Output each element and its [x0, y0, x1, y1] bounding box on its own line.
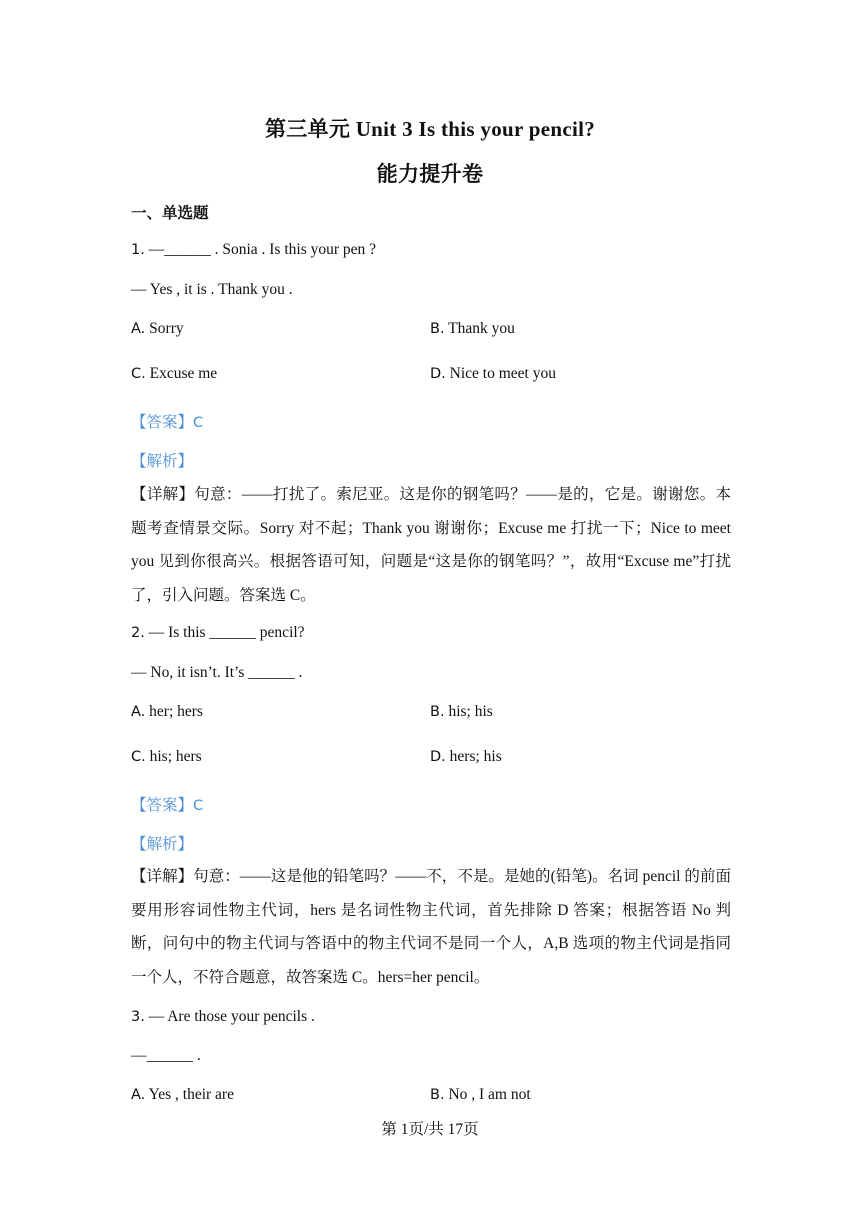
option-text: his; hers [149, 748, 202, 765]
option-text: Sorry [149, 320, 184, 337]
question-2-option-d [430, 748, 502, 766]
question-1-text: —______ . Sonia . Is this your pen ? [148, 241, 377, 258]
question-3-number: 3. [131, 1009, 145, 1025]
question-1-analysis-label: 【解析】 [131, 453, 194, 470]
question-1-option-a [131, 320, 184, 338]
question-1-answer [131, 410, 203, 432]
option-letter: B. [430, 1087, 445, 1103]
answer-label: 【答案】 [131, 414, 194, 431]
question-2-option-a [131, 703, 203, 721]
option-letter: B. [430, 321, 445, 337]
question-3-option-b [430, 1086, 531, 1104]
option-text: No , I am not [448, 1086, 531, 1103]
option-letter: B. [430, 704, 445, 720]
question-2-answer [131, 793, 203, 815]
option-letter: D. [430, 366, 446, 382]
question-2-reply: — No, it isn’t. It’s ______ . [131, 664, 303, 681]
option-letter: A. [131, 1087, 146, 1103]
answer-value: C [193, 798, 204, 814]
option-letter: A. [131, 321, 146, 337]
question-2-prompt [131, 624, 305, 642]
section-heading: 一、单选题 [131, 205, 209, 222]
answer-label: 【答案】 [131, 797, 194, 814]
question-1-reply: — Yes , it is . Thank you . [131, 281, 293, 298]
option-text: Nice to meet you [449, 365, 556, 382]
question-2-analysis-label: 【解析】 [131, 836, 194, 853]
option-text: Excuse me [149, 365, 218, 382]
question-2-number: 2. [131, 625, 145, 641]
document-subtitle: 能力提升卷 [376, 162, 484, 186]
answer-value: C [193, 415, 204, 431]
question-2-option-b [430, 703, 493, 721]
option-letter: D. [430, 749, 446, 765]
option-text: hers; his [449, 748, 502, 765]
question-3-text: — Are those your pencils . [148, 1008, 315, 1025]
question-2-detail: 【详解】句意：——这是他的铅笔吗？——不，不是。是她的(铅笔)。名词 pencil 的前面要用形容词性物主代词，hers 是名词性物主代词，首先排除 D 答案；根据答语 No 判断，问句中的物主代词与答语中的物主代词不是同一个人，A,B 选项的物主代词是指同一个人，不符合题意，故答案选 C。hers=her pencil。 [131, 868, 731, 986]
question-1-number: 1. [131, 242, 145, 258]
question-3-option-a [131, 1086, 234, 1104]
option-letter: A. [131, 704, 146, 720]
document-title: 第三单元 Unit 3 Is this your pencil? [264, 117, 596, 141]
option-text: her; hers [149, 703, 203, 720]
question-2-text: — Is this ______ pencil? [148, 624, 305, 641]
question-1-option-c [131, 365, 217, 383]
option-letter: C. [131, 366, 146, 382]
question-2-option-c [131, 748, 202, 766]
question-1-prompt [131, 241, 376, 259]
option-text: Yes , their are [148, 1086, 234, 1103]
question-3-reply: —______ . [131, 1047, 201, 1064]
option-letter: C. [131, 749, 146, 765]
option-text: his; his [448, 703, 493, 720]
option-text: Thank you [448, 320, 515, 337]
question-1-detail: 【详解】句意：——打扰了。索尼亚。这是你的钢笔吗？——是的，它是。谢谢您。本题考查情景交际。Sorry 对不起；Thank you 谢谢你；Excuse me 打扰一下；Nice to meet you 见到你很高兴。根据答语可知，问题是“这是你的钢笔吗？”，故用“Excuse me”打扰了，引入问题。答案选 C。 [131, 486, 731, 604]
question-1-option-b [430, 320, 515, 338]
question-1-option-d [430, 365, 556, 383]
page-footer: 第 1页/共 17页 [381, 1121, 479, 1138]
question-3-prompt [131, 1008, 315, 1026]
